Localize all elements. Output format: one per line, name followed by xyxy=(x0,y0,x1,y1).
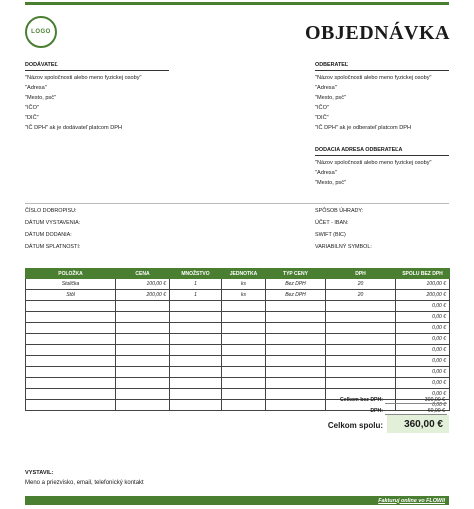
table-header-row xyxy=(26,269,450,279)
meta-right xyxy=(315,205,372,253)
cell-unit xyxy=(222,334,266,345)
col-header-total: SPOLU BEZ DPH xyxy=(396,269,450,279)
net-total-value: 300,00 € xyxy=(385,397,447,404)
logo-placeholder xyxy=(25,16,57,48)
cell-quantity xyxy=(170,345,222,356)
cell-vat xyxy=(326,367,396,378)
table-row xyxy=(26,378,450,389)
cell-price: 200,00 € xyxy=(116,290,170,301)
cell-item xyxy=(26,334,116,345)
cell-total: 0,00 € xyxy=(396,334,450,345)
delivery-line: "Adresa" xyxy=(315,170,337,176)
cell-quantity xyxy=(170,378,222,389)
cell-price-type xyxy=(266,301,326,312)
supplier-block xyxy=(25,61,169,133)
supplier-header: DODÁVATEĽ xyxy=(25,61,169,71)
document-title: OBJEDNÁVKA xyxy=(304,22,450,44)
cell-total: 200,00 € xyxy=(396,290,450,301)
delivery-line: "Mesto, psč" xyxy=(315,180,347,186)
cell-price-type xyxy=(266,323,326,334)
cell-price xyxy=(116,345,170,356)
cell-price xyxy=(116,334,170,345)
col-header-vat: DPH xyxy=(326,269,396,279)
cell-price xyxy=(116,323,170,334)
section-divider xyxy=(25,203,449,204)
cell-total: 0,00 € xyxy=(396,367,450,378)
cell-total: 0,00 € xyxy=(396,389,450,400)
cell-vat xyxy=(326,345,396,356)
cell-item: Stolička xyxy=(26,279,116,290)
logo-text: LOGO xyxy=(31,29,51,35)
customer-line: "DIČ" xyxy=(315,115,329,121)
customer-header: ODBERATEĽ xyxy=(315,61,449,71)
cell-unit xyxy=(222,378,266,389)
cell-quantity xyxy=(170,301,222,312)
cell-unit xyxy=(222,345,266,356)
col-header-unit: JEDNOTKA xyxy=(222,269,266,279)
issuer-header: VYSTAVIL: xyxy=(25,470,54,476)
cell-quantity xyxy=(170,400,222,411)
cell-total: 100,00 € xyxy=(396,279,450,290)
cell-total: 0,00 € xyxy=(396,400,450,411)
cell-vat xyxy=(326,356,396,367)
delivery-date-label: DÁTUM DODANIA: xyxy=(25,232,72,238)
cell-price-type xyxy=(266,356,326,367)
vat-total-value: 60,00 € xyxy=(385,408,447,415)
cell-vat: 20 xyxy=(326,290,396,301)
customer-line: "IČ DPH" ak je odberateľ platcom DPH xyxy=(315,125,412,131)
cell-price-type xyxy=(266,345,326,356)
grand-total-value: 360,00 € xyxy=(387,415,449,433)
cell-unit xyxy=(222,301,266,312)
cell-price: 100,00 € xyxy=(116,279,170,290)
cell-quantity: 1 xyxy=(170,279,222,290)
issuer-block xyxy=(25,468,144,488)
variable-symbol-label: VARIABILNÝ SYMBOL: xyxy=(315,244,372,250)
cell-price xyxy=(116,356,170,367)
supplier-line: "DIČ" xyxy=(25,115,39,121)
table-row xyxy=(26,345,450,356)
customer-line: "Mesto, psč" xyxy=(315,95,347,101)
cell-unit xyxy=(222,367,266,378)
table-row xyxy=(26,323,450,334)
cell-item xyxy=(26,389,116,400)
delivery-header: DODACIA ADRESA ODBERATEĽA xyxy=(315,146,449,156)
payment-method-label: SPÔSOB ÚHRADY: xyxy=(315,208,364,214)
cell-vat xyxy=(326,301,396,312)
cell-unit xyxy=(222,312,266,323)
delivery-block xyxy=(315,146,449,188)
cell-vat xyxy=(326,334,396,345)
cell-price-type xyxy=(266,334,326,345)
credit-note-number-label: ČÍSLO DOBROPISU: xyxy=(25,208,77,214)
iban-label: ÚČET - IBAN: xyxy=(315,220,349,226)
swift-label: SWIFT (BIC) xyxy=(315,232,346,238)
cell-quantity: 1 xyxy=(170,290,222,301)
cell-price xyxy=(116,312,170,323)
items-table xyxy=(25,268,450,411)
cell-item xyxy=(26,378,116,389)
cell-total: 0,00 € xyxy=(396,356,450,367)
table-row xyxy=(26,279,450,290)
col-header-price: CENA xyxy=(116,269,170,279)
cell-price-type xyxy=(266,378,326,389)
cell-item xyxy=(26,301,116,312)
customer-line: "IČO" xyxy=(315,105,329,111)
supplier-line: "Názov spoločnosti alebo meno fyzickej osoby" xyxy=(25,75,142,81)
table-row xyxy=(26,367,450,378)
cell-price xyxy=(116,367,170,378)
cell-quantity xyxy=(170,323,222,334)
table-row xyxy=(26,334,450,345)
cell-vat xyxy=(326,323,396,334)
footer-bar xyxy=(25,496,449,505)
cell-price-type: Bez DPH xyxy=(266,279,326,290)
table-row xyxy=(26,290,450,301)
col-header-item: POLOŽKA xyxy=(26,269,116,279)
cell-quantity xyxy=(170,334,222,345)
cell-total: 0,00 € xyxy=(396,323,450,334)
cell-price-type: Bez DPH xyxy=(266,290,326,301)
cell-quantity xyxy=(170,356,222,367)
supplier-line: "IČO" xyxy=(25,105,39,111)
supplier-line: "Adresa" xyxy=(25,85,47,91)
meta-left xyxy=(25,205,80,253)
cell-total: 0,00 € xyxy=(396,312,450,323)
cell-total: 0,00 € xyxy=(396,301,450,312)
cell-item xyxy=(26,367,116,378)
customer-block xyxy=(315,61,449,133)
cell-total: 0,00 € xyxy=(396,378,450,389)
cell-vat: 20 xyxy=(326,279,396,290)
delivery-line: "Názov spoločnosti alebo meno fyzickej osoby" xyxy=(315,160,432,166)
issuer-line: Meno a priezvisko, email, telefonický kontakt xyxy=(25,480,144,486)
cell-unit xyxy=(222,389,266,400)
top-accent-bar xyxy=(25,2,449,5)
cell-item: Stôl xyxy=(26,290,116,301)
footer-link[interactable]: Fakturuj online vo FLOWII xyxy=(378,497,445,504)
table-row xyxy=(26,312,450,323)
cell-unit xyxy=(222,400,266,411)
due-date-label: DÁTUM SPLATNOSTI: xyxy=(25,244,81,250)
cell-item xyxy=(26,312,116,323)
cell-vat xyxy=(326,312,396,323)
table-row xyxy=(26,356,450,367)
table-row xyxy=(26,301,450,312)
cell-price-type xyxy=(266,367,326,378)
cell-price xyxy=(116,400,170,411)
cell-price xyxy=(116,389,170,400)
cell-unit: ks xyxy=(222,290,266,301)
cell-price xyxy=(116,301,170,312)
cell-unit: ks xyxy=(222,279,266,290)
cell-vat xyxy=(326,378,396,389)
grand-total-label: Celkom spolu: xyxy=(327,421,383,430)
vat-total-label: DPH: xyxy=(370,408,383,414)
customer-line: "Názov spoločnosti alebo meno fyzickej osoby" xyxy=(315,75,432,81)
cell-item xyxy=(26,400,116,411)
customer-line: "Adresa" xyxy=(315,85,337,91)
col-header-price-type: TYP CENY xyxy=(266,269,326,279)
supplier-line: "IČ DPH" ak je dodávateľ platcom DPH xyxy=(25,125,123,131)
cell-unit xyxy=(222,323,266,334)
supplier-line: "Mesto, psč" xyxy=(25,95,57,101)
cell-item xyxy=(26,356,116,367)
cell-total: 0,00 € xyxy=(396,345,450,356)
cell-quantity xyxy=(170,312,222,323)
cell-quantity xyxy=(170,389,222,400)
issue-date-label: DÁTUM VYSTAVENIA: xyxy=(25,220,81,226)
cell-unit xyxy=(222,356,266,367)
net-total-label: Celkom bez DPH: xyxy=(340,397,383,403)
col-header-quantity: MNOŽSTVO xyxy=(170,269,222,279)
cell-price-type xyxy=(266,312,326,323)
cell-item xyxy=(26,323,116,334)
cell-item xyxy=(26,345,116,356)
cell-price xyxy=(116,378,170,389)
cell-quantity xyxy=(170,367,222,378)
